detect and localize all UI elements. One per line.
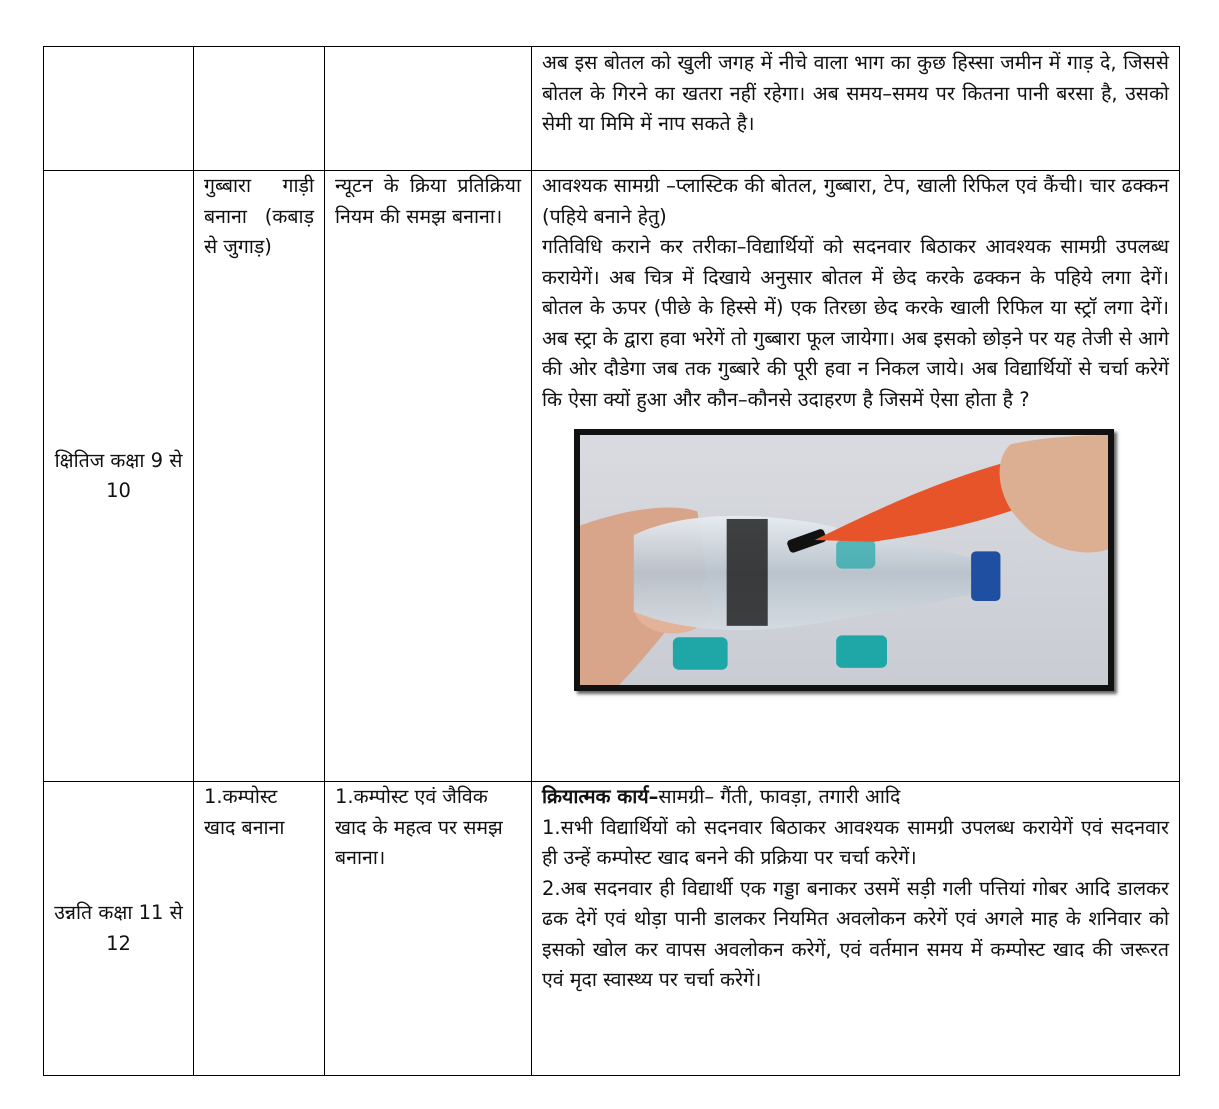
activity-cell bbox=[194, 47, 325, 171]
description-text: अब इस बोतल को खुली जगह में नीचे वाला भाग का कुछ हिस्सा जमीन में गाड़ दे, जिससे बोतल के गिरने का खतरा नहीं रहेगा। अब समय–समय पर कितना पानी बरसा है, उसको सेमी या मिमि में नाप सकते है। bbox=[542, 51, 1169, 135]
description-cell bbox=[532, 47, 1180, 171]
objective-cell: न्यूटन के क्रिया प्रतिक्रिया नियम की समझ बनाना। bbox=[325, 171, 532, 782]
balloon-car-photo bbox=[574, 429, 1114, 691]
materials-line bbox=[542, 782, 1169, 813]
table-row bbox=[44, 171, 1180, 782]
level-cell: उन्नति कक्षा 11 से 12 bbox=[44, 782, 194, 1076]
step-2-text: 2.अब सदनवार ही विद्यार्थी एक गड्डा बनाकर उसमें सड़ी गली पत्तियां गोबर आदि डालकर ढक देगें एवं थोड़ा पानी डालकर नियमित अवलोकन करेगें एवं अगले माह के शनिवार को इसको खोल कर वापस अवलोकन करेगें, एवं वर्तमान समय में कम्पोस्ट खाद की जरूरत एवं मृदा स्वास्थ्य पर चर्चा करेगें। bbox=[542, 876, 1169, 991]
objective-cell bbox=[325, 47, 532, 171]
activity-table bbox=[43, 46, 1180, 1076]
level-cell: क्षितिज कक्षा 9 से 10 bbox=[44, 171, 194, 782]
practical-work-heading: क्रियात्मक कार्य– bbox=[542, 785, 659, 808]
materials-text: सामग्री– गैंती, फावड़ा, तगारी आदि bbox=[658, 785, 901, 808]
activity-cell: गुब्बारा गाड़ी बनाना (कबाड़ से जुगाड़) bbox=[194, 171, 325, 782]
activity-cell: 1.कम्पोस्ट खाद बनाना bbox=[194, 782, 325, 1076]
level-cell bbox=[44, 47, 194, 171]
description-cell bbox=[532, 782, 1180, 1076]
step-1-text: 1.सभी विद्यार्थियों को सदनवार बिठाकर आवश्यक सामग्री उपलब्ध करायेगें एवं सदनवार ही उन्हें कम्पोस्ट खाद बनने की प्रक्रिया पर चर्चा करेगें। bbox=[542, 815, 1169, 869]
table-row bbox=[44, 47, 1180, 171]
objective-cell: 1.कम्पोस्ट एवं जैविक खाद के महत्व पर समझ बनाना। bbox=[325, 782, 532, 1076]
method-text: गतिविधि कराने कर तरीका–विद्यार्थियों को सदनवार बिठाकर आवश्यक सामग्री उपलब्ध करायेगें। अब चित्र में दिखाये अनुसार बोतल में छेद करके ढक्कन के पहिये लगा देगें। बोतल के ऊपर (पीछे के हिस्से में) एक तिरछा छेद करके खाली रिफिल या स्ट्रॉ लगा देगें। अब स्ट्रा के द्वारा हवा भरेगें तो गुब्बारा फूल जायेगा। अब इसको छोड़ने पर यह तेजी से आगे की ओर दौडेगा जब तक गुब्बारे की पूरी हवा न निकल जाये। अब विद्यार्थियों से चर्चा करेगें कि ऐसा क्यों हुआ और कौन–कौनसे उदाहरण है जिसमें ऐसा होता है ? bbox=[542, 235, 1169, 411]
table-row bbox=[44, 782, 1180, 1076]
materials-text: आवश्यक सामग्री –प्लास्टिक की बोतल, गुब्बारा, टेप, खाली रिफिल एवं कैंची। चार ढक्कन (पहिये बनाने हेतु) bbox=[542, 174, 1169, 228]
description-cell bbox=[532, 171, 1180, 782]
